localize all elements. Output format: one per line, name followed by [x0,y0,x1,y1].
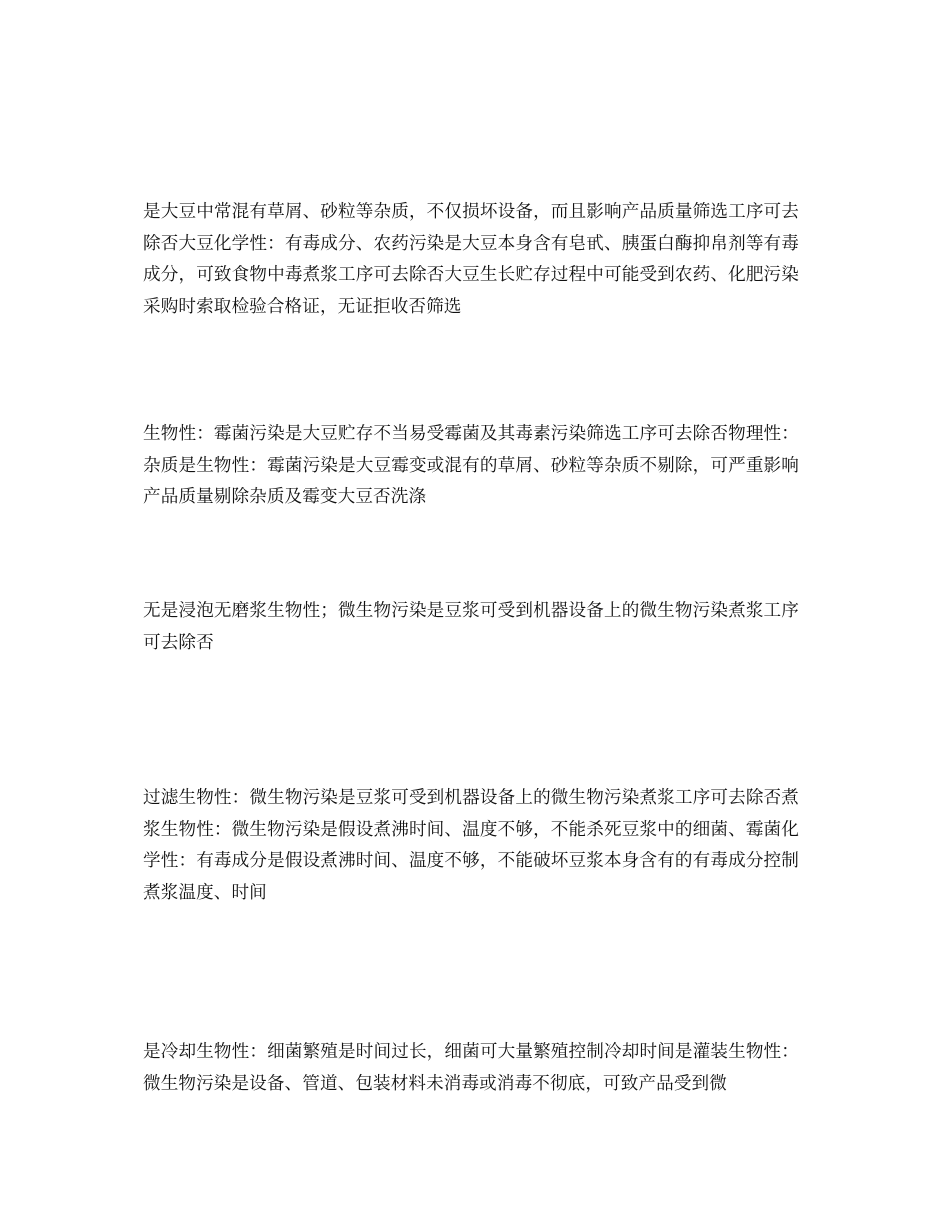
paragraph-cooling-filling-hazards: 是冷却生物性：细菌繁殖是时间过长，细菌可大量繁殖控制冷却时间是灌装生物性：微生物污染是设备、管道、包装材料未消毒或消毒不彻底，可致产品受到微 [143,1042,799,1094]
paragraph-raw-material-hazards: 是大豆中常混有草屑、砂粒等杂质，不仅损坏设备，而且影响产品质量筛选工序可去除否大豆化学性：有毒成分、农药污染是大豆本身含有皂甙、胰蛋白酶抑帛剂等有毒成分，可致食物中毒煮浆工序可去除否大豆生长贮存过程中可能受到农药、化肥污染采购时索取检验合格证，无证拒收否筛选 [143,202,799,317]
paragraph-filtering-boiling-hazards: 过滤生物性：微生物污染是豆浆可受到机器设备上的微生物污染煮浆工序可去除否煮浆生物性：微生物污染是假设煮沸时间、温度不够，不能杀死豆浆中的细菌、霉菌化学性：有毒成分是假设煮沸时间、温度不够，不能破坏豆浆本身含有的有毒成分控制煮浆温度、时间 [143,788,799,903]
paragraph-screening-hazards: 生物性：霉菌污染是大豆贮存不当易受霉菌及其毒素污染筛选工序可去除否物理性：杂质是生物性：霉菌污染是大豆霉变或混有的草屑、砂粒等杂质不剔除，可严重影响产品质量剔除杂质及霉变大豆否洗涤 [143,424,799,507]
paragraph-soaking-grinding-hazards: 无是浸泡无磨浆生物性；微生物污染是豆浆可受到机器设备上的微生物污染煮浆工序可去除否 [143,601,799,653]
